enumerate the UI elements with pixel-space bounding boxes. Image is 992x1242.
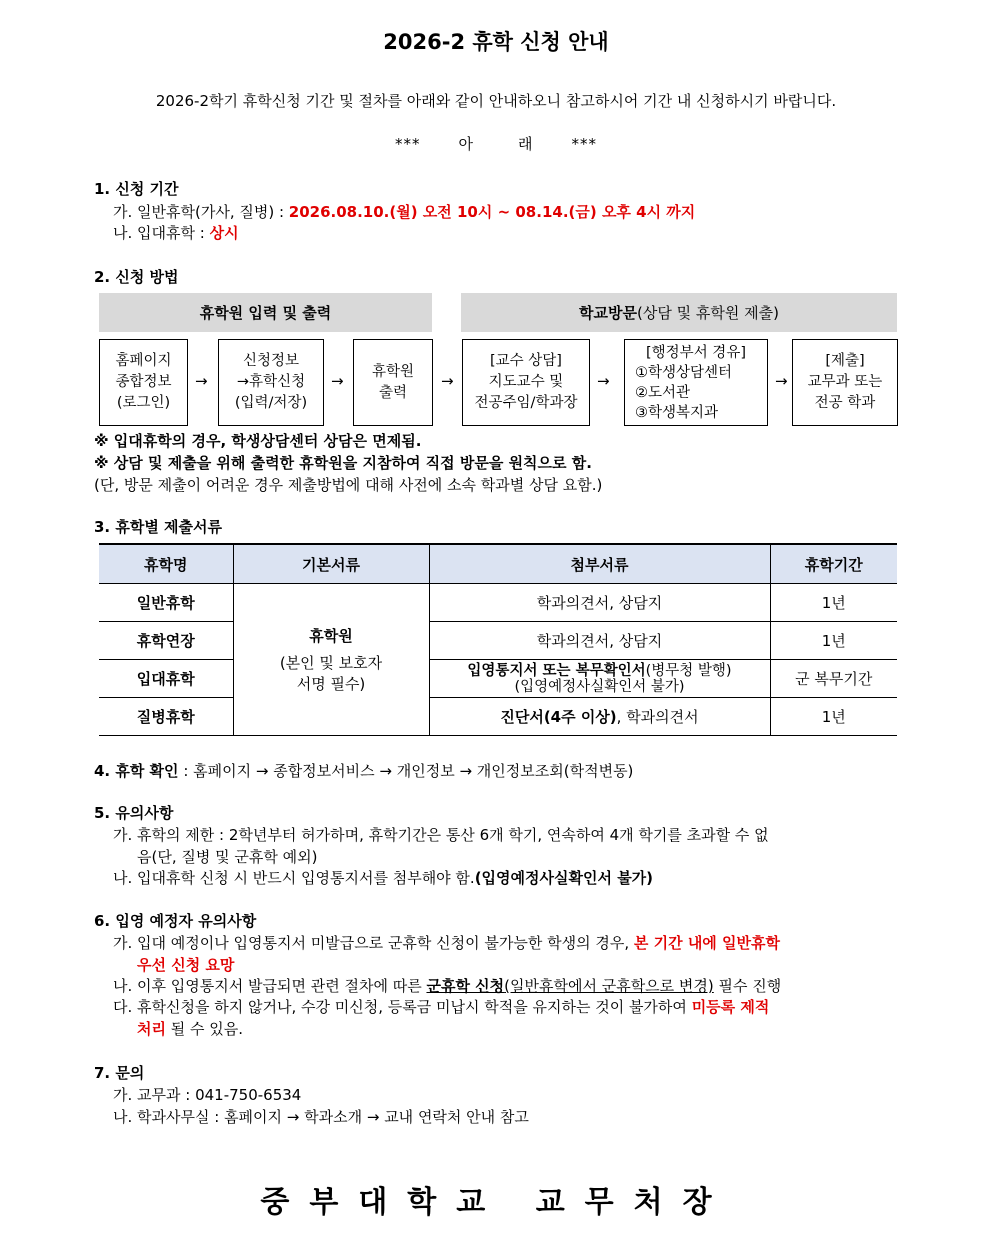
documents-table: [99, 543, 897, 736]
section-6-heading: 6. 입영 예정자 유의사항: [94, 912, 257, 930]
flow-line: ③학생복지과: [635, 404, 719, 421]
marker-left: ***: [395, 135, 421, 153]
flow-line: ①학생상담센터: [635, 364, 733, 381]
flow-line: 전공주임/학과장: [474, 395, 578, 411]
section-6-item-a: [113, 932, 780, 953]
section-6-item-c-cont: [137, 1018, 243, 1039]
item-b-bold: (입영예정사실확인서 불가): [474, 869, 654, 887]
section-5-item-b: [113, 867, 653, 888]
attach-main: 입영통지서 또는 복무확인서: [467, 662, 646, 679]
attached-documents: 학과의견서, 상담지: [429, 622, 770, 660]
section-4-heading: 4. 휴학 확인: [94, 762, 179, 780]
item-c-text: 다. 휴학신청을 하지 않거나, 수강 미신청, 등록금 미납시 학적을 유지하는 것이 불가하여: [113, 998, 692, 1016]
flow-step-print: [353, 339, 433, 426]
column-header: 휴학기간: [770, 544, 897, 584]
flow-header-visit: [461, 293, 897, 332]
item-c-emphasis-cont: 처리: [137, 1020, 166, 1038]
leave-type: 입대휴학: [99, 660, 233, 698]
column-header: 휴학명: [99, 544, 233, 584]
item-b-tail: 필수 진행: [713, 977, 782, 995]
column-header: 첨부서류: [429, 544, 770, 584]
attached-documents: [429, 698, 770, 736]
section-2-heading: 2. 신청 방법: [94, 268, 179, 286]
note-2: ※ 상담 및 제출을 위해 출력한 휴학원을 지참하여 직접 방문을 원칙으로 함.: [94, 454, 592, 472]
section-4: [94, 760, 633, 781]
item-a-emphasis: 본 기간 내에 일반휴학: [633, 934, 780, 952]
flow-line: [행정부서 경유]: [646, 344, 746, 361]
item-b-text: 나. 입대휴학 신청 시 반드시 입영통지서를 첨부해야 함.: [113, 869, 475, 887]
below-marker: [0, 133, 992, 154]
marker-right: ***: [571, 135, 597, 153]
basic-document: [233, 584, 429, 736]
flow-line: ②도서관: [635, 384, 691, 401]
item-b-bold: 군휴학 신청: [426, 977, 505, 995]
flow-line: 홈페이지: [115, 353, 172, 369]
section-1-item-b: [113, 222, 239, 243]
attach-note: (입영예정사실확인서 불가): [514, 678, 685, 695]
section-5-item-a-cont: 음(단, 질병 및 군휴학 예외): [137, 848, 318, 866]
intro-text: 2026-2학기 휴학신청 기간 및 절차를 아래와 같이 안내하오니 참고하시어 기간 내 신청하시기 바랍니다.: [155, 92, 837, 110]
flow-arrow: →: [441, 372, 454, 390]
column-header: 기본서류: [233, 544, 429, 584]
table-header-row: [99, 544, 897, 584]
note-1: ※ 입대휴학의 경우, 학생상담센터 상담은 면제됨.: [94, 432, 422, 450]
attach-rest: , 학과의견서: [616, 708, 699, 726]
flow-step-professor: [462, 339, 590, 426]
section-1-item-a: [113, 201, 695, 222]
flow-arrow: →: [195, 372, 208, 390]
basic-document-note: (본인 및 보호자: [279, 654, 383, 672]
table-row: [99, 622, 897, 660]
table-row: [99, 660, 897, 698]
item-a-period: 2026.08.10.(월) 오전 10시 ~ 08.14.(금) 오후 4시 까지: [288, 203, 696, 221]
attached-documents: [429, 660, 770, 698]
flow-arrow: →: [331, 372, 344, 390]
flow-line: 출력: [378, 384, 407, 401]
page-title: 2026-2 휴학 신청 안내: [383, 30, 609, 54]
flow-line: 지도교수 및: [488, 374, 564, 390]
flow-line: 교무과 또는: [807, 374, 883, 390]
section-5-item-a: 가. 휴학의 제한 : 2학년부터 허가하며, 휴학기간은 통산 6개 학기, 연속하여 4개 학기를 초과할 수 없: [113, 826, 769, 844]
basic-document-note: 서명 필수): [296, 675, 366, 693]
flow-line: 종합정보: [115, 374, 172, 390]
item-b-text: 나. 이후 입영통지서 발급되면 관련 절차에 따른: [113, 977, 427, 995]
flow-step-homepage: [99, 339, 188, 426]
item-b-value: 상시: [209, 224, 239, 242]
note-3: (단, 방문 제출이 어려운 경우 제출방법에 대해 사전에 소속 학과별 상담 요함.): [94, 476, 603, 494]
attach-main: 진단서(4주 이상): [500, 708, 617, 726]
attached-documents: 학과의견서, 상담지: [429, 584, 770, 622]
flow-line: 전공 학과: [814, 395, 876, 411]
section-7-heading: 7. 문의: [94, 1064, 145, 1082]
section-4-text: : 홈페이지 → 종합정보서비스 → 개인정보 → 개인정보조회(학적변동): [178, 762, 634, 780]
flow-line: [교수 상담]: [490, 353, 562, 369]
leave-type: 질병휴학: [99, 698, 233, 736]
flow-line: 휴학원: [371, 363, 415, 380]
section-6-item-a-cont: 우선 신청 요망: [137, 956, 235, 974]
marker-mid2: 래: [518, 135, 534, 153]
leave-type: 일반휴학: [99, 584, 233, 622]
item-a-label: 가. 일반휴학(가사, 질병) :: [113, 203, 289, 221]
flow-line: [제출]: [825, 353, 865, 369]
flow-arrow: →: [775, 372, 788, 390]
section-6-item-b: [113, 975, 781, 996]
marker-mid1: 아: [458, 135, 474, 153]
flow-header-input: 휴학원 입력 및 출력: [99, 293, 432, 332]
flow-line: →휴학신청: [236, 374, 306, 390]
flow-arrow: →: [597, 372, 610, 390]
issuer-signature: 중부대학교 교무처장: [260, 1185, 732, 1220]
section-6-item-c: [113, 996, 769, 1017]
leave-period: 1년: [770, 698, 897, 736]
table-row: [99, 584, 897, 622]
item-c-tail: 될 수 있음.: [165, 1020, 244, 1038]
flow-step-submit: [792, 339, 898, 426]
visit-detail: (상담 및 휴학원 제출): [637, 304, 779, 322]
flow-step-apply: [218, 339, 324, 426]
table-row: [99, 698, 897, 736]
flow-line: (로그인): [116, 395, 171, 411]
section-1-heading: 1. 신청 기간: [94, 180, 179, 198]
flow-line: (입력/저장): [234, 395, 308, 411]
item-c-emphasis: 미등록 제적: [691, 998, 770, 1016]
contact-academic-affairs: 가. 교무과 : 041-750-6534: [113, 1086, 302, 1104]
flow-line: 신청정보: [242, 353, 300, 369]
section-5-heading: 5. 유의사항: [94, 804, 174, 822]
item-b-underlined: (일반휴학에서 군휴학으로 변경): [504, 977, 714, 995]
leave-period: 군 복무기간: [770, 660, 897, 698]
attach-issuer: (병무청 발행): [645, 662, 732, 679]
leave-type: 휴학연장: [99, 622, 233, 660]
visit-label: 학교방문: [579, 304, 638, 322]
item-b-label: 나. 입대휴학 :: [113, 224, 210, 242]
contact-department-office: 나. 학과사무실 : 홈페이지 → 학과소개 → 교내 연락처 안내 참고: [113, 1108, 529, 1126]
item-a-text: 가. 입대 예정이나 입영통지서 미발급으로 군휴학 신청이 불가능한 학생의 경우,: [113, 934, 634, 952]
section-3-heading: 3. 휴학별 제출서류: [94, 518, 223, 536]
flow-step-admin: [624, 339, 768, 426]
basic-document-main: 휴학원: [309, 627, 353, 645]
leave-period: 1년: [770, 584, 897, 622]
leave-period: 1년: [770, 622, 897, 660]
